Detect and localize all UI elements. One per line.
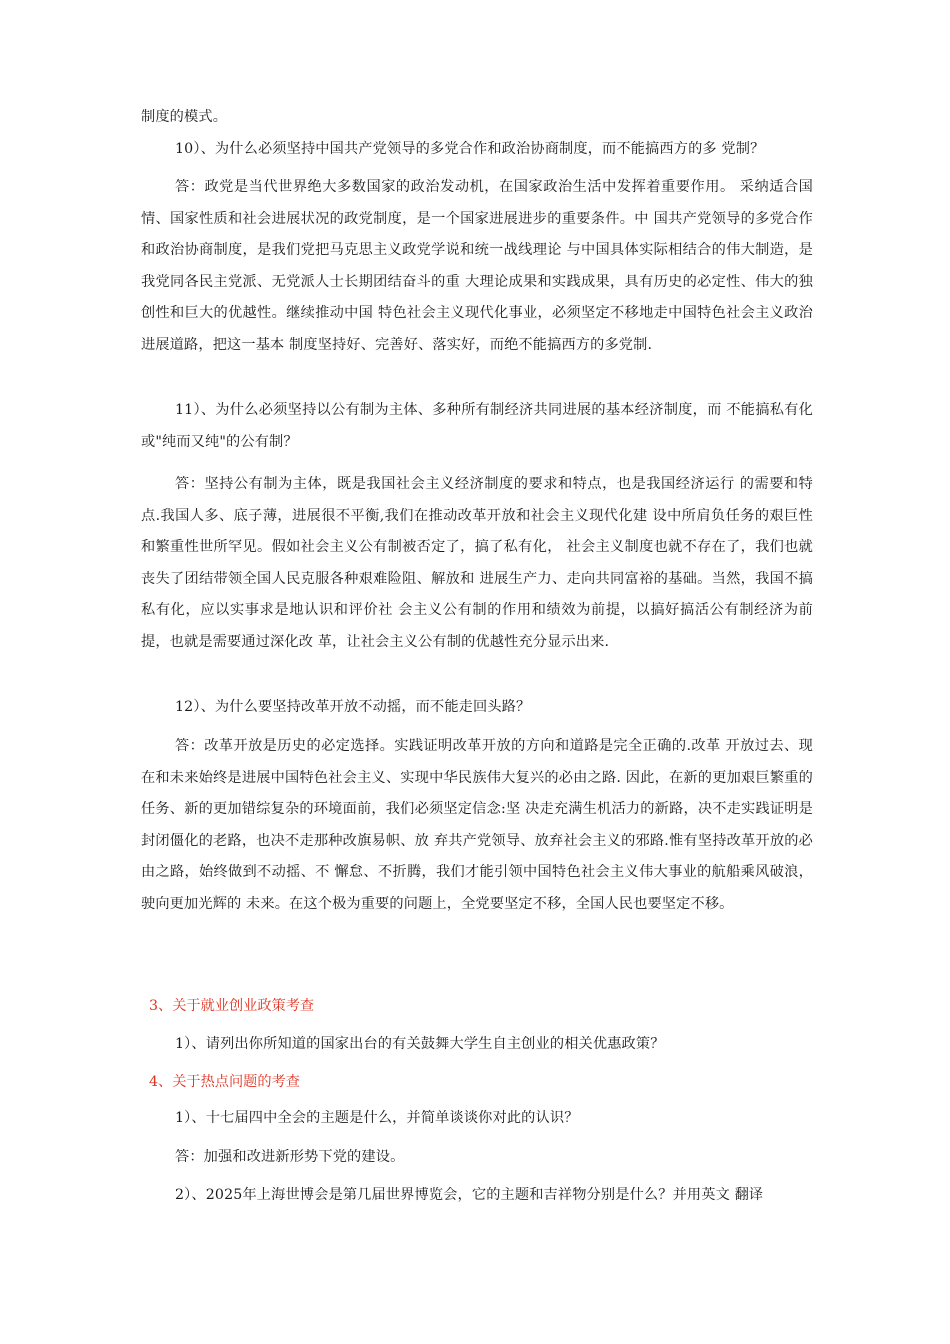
question-4-1: 1）、十七届四中全会的主题是什么，并简单谈谈你对此的认识？ <box>175 1110 579 1126</box>
question-11: 11）、为什么必须坚持以公有制为主体、多种所有制经济共同进展的基本经济制度，而 不能搞私有化或"纯而又纯"的公有制？ <box>141 402 813 450</box>
answer-10: 答：政党是当代世界绝大多数国家的政治发动机，在国家政治生活中发挥着重要作用。 采纳适合国情、国家性质和社会进展状况的政党制度，是一个国家进展进步的重要条件。中 国共产党领导的多党合作和政治协商制度，是我们党把马克思主义政党学说和统一战线理论 与中国具体实际相结合的伟大制造，是我党同各民主党派、无党派人士长期团结奋斗的重 大理论成果和实践成果，具有历史的必定性、伟大的独创性和巨大的优越性。继续推动中国 特色社会主义现代化事业，必须坚定不移地走中国特色社会主义政治进展道路，把这一基本 制度坚持好、完善好、落实好，而绝不能搞西方的多党制. <box>141 179 813 353</box>
question-3-1: 1）、请列出你所知道的国家出台的有关鼓舞大学生自主创业的相关优惠政策？ <box>175 1036 665 1052</box>
question-12: 12）、为什么要坚持改革开放不动摇，而不能走回头路？ <box>175 699 531 715</box>
section-heading-4: 4、关于热点问题的考查 <box>149 1074 300 1090</box>
paragraph-continuation: 制度的模式。 <box>141 109 228 125</box>
answer-12: 答：改革开放是历史的必定选择。实践证明改革开放的方向和道路是完全正确的.改革 开放过去、现在和未来始终是进展中国特色社会主义、实现中华民族伟大复兴的必由之路. 因此，在新的更加艰巨繁重的任务、新的更加错综复杂的环境面前，我们必须坚定信念:坚 决走充满生机活力的新路，决不走实践证明是封闭僵化的老路，也决不走那种改旗易帜、放 弃共产党领导、放弃社会主义的邪路.惟有坚持改革开放的必由之路，始终做到不动摇、不 懈怠、不折腾，我们才能引领中国特色社会主义伟大事业的航船乘风破浪，驶向更加光辉的 未来。在这个极为重要的问题上，全党要坚定不移，全国人民也要坚定不移。 <box>141 738 813 912</box>
answer-4-1: 答：加强和改进新形势下党的建设。 <box>175 1149 405 1165</box>
question-4-2: 2）、2025年上海世博会是第几届世界博览会，它的主题和吉祥物分别是什么？并用英文 翻译 <box>175 1187 764 1203</box>
question-10: 10）、为什么必须坚持中国共产党领导的多党合作和政治协商制度，而不能搞西方的多 党制？ <box>175 141 765 157</box>
answer-11: 答：坚持公有制为主体，既是我国社会主义经济制度的要求和特点，也是我国经济运行 的需要和特点.我国人多、底子薄，进展很不平衡,我们在推动改革开放和社会主义现代化建 设中所肩负任务的艰巨性和繁重性世所罕见。假如社会主义公有制被否定了，搞了私有化， 社会主义制度也就不存在了，我们也就丧失了团结带领全国人民克服各种艰难险阻、解放和 进展生产力、走向共同富裕的基础。当然，我国不搞私有化，应以实事求是地认识和评价社 会主义公有制的作用和绩效为前提，以搞好搞活公有制经济为前提，也就是需要通过深化改 革，让社会主义公有制的优越性充分显示出来. <box>141 476 813 650</box>
section-heading-3: 3、关于就业创业政策考查 <box>149 998 315 1014</box>
